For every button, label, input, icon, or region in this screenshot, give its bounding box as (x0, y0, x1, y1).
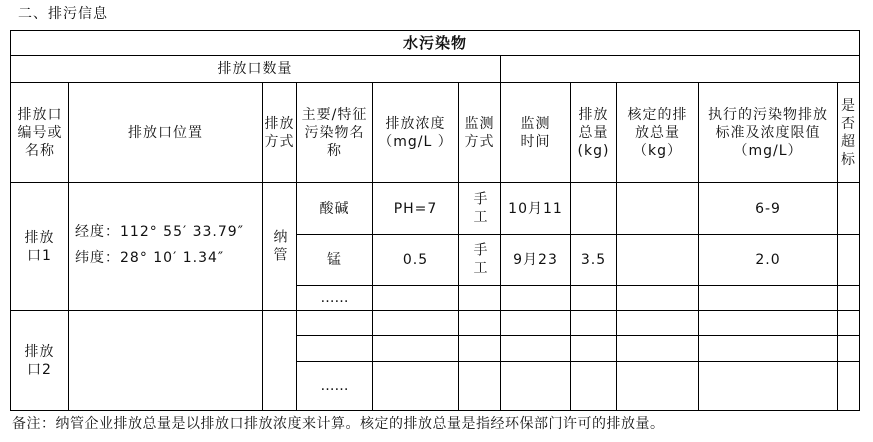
outlet1-row2-pollutant: 锰 (327, 252, 342, 268)
header-concentration: 排放浓度（mg/L ） (378, 115, 453, 150)
outlet1-row2-total: 3.5 (580, 252, 607, 268)
header-pollutant-name: 主要/特征污染物名称 (301, 106, 368, 159)
line (296, 335, 860, 336)
outlet1-row1-concentration: PH=7 (393, 200, 438, 217)
outlet1-row3-ellipsis: …… (320, 290, 349, 306)
header-standard-limit: 执行的污染物排放标准及浓度限值（mg/L） (708, 106, 828, 159)
line (296, 361, 860, 362)
table-title: 水污染物 (402, 34, 467, 52)
header-discharge-method: 排放方式 (264, 115, 295, 150)
outlet2-row4-ellipsis: …… (320, 378, 349, 394)
outlet1-longitude: 经度：112° 55′ 33.79″ (75, 224, 244, 240)
header-approved-total: 核定的排放总量（kg） (627, 106, 688, 159)
header-monitor-time: 监测时间 (520, 115, 551, 150)
line (296, 285, 860, 286)
outlet1-row1-total (571, 183, 616, 234)
section-heading: 二、排污信息 (18, 6, 108, 22)
line (10, 410, 860, 411)
outlet1-row2-exceed (838, 235, 859, 285)
header-total-emission: 排放总量(kg) (577, 106, 610, 159)
outlet1-latitude: 纬度：28° 10′ 1.34″ (75, 250, 225, 266)
outlet1-row1-approved (617, 183, 698, 234)
outlet1-row2-time: 9月23 (513, 252, 558, 268)
footnote: 备注：纳管企业排放总量是以排放口排放浓度来计算。核定的排放总量是指经环保部门许可的排放量。 (12, 416, 665, 432)
outlet1-row1-exceed (838, 183, 859, 234)
header-outlet-location: 排放口位置 (128, 124, 203, 141)
outlet1-row1-time: 10月11 (508, 200, 563, 217)
outlet1-name: 排放口1 (24, 229, 55, 264)
outlet-count-label: 排放口数量 (217, 61, 293, 77)
outlet1-row1-monitor: 手工 (471, 190, 488, 227)
line (859, 30, 860, 411)
outlet1-method: 纳管 (271, 228, 288, 265)
header-outlet-name: 排放口编号或名称 (17, 107, 63, 159)
outlet1-row1-standard: 6-9 (755, 200, 781, 217)
outlet1-row1-pollutant: 酸碱 (319, 200, 350, 217)
outlet1-row2-standard: 2.0 (755, 252, 781, 268)
outlet1-row2-approved (617, 235, 698, 285)
header-exceed: 是否超标 (841, 97, 856, 168)
line (10, 310, 860, 311)
outlet1-row2-monitor: 手工 (471, 242, 488, 278)
outlet2-name: 排放口2 (24, 343, 55, 378)
header-monitor-method: 监测方式 (464, 115, 495, 150)
outlet1-row2-concentration: 0.5 (402, 252, 429, 268)
